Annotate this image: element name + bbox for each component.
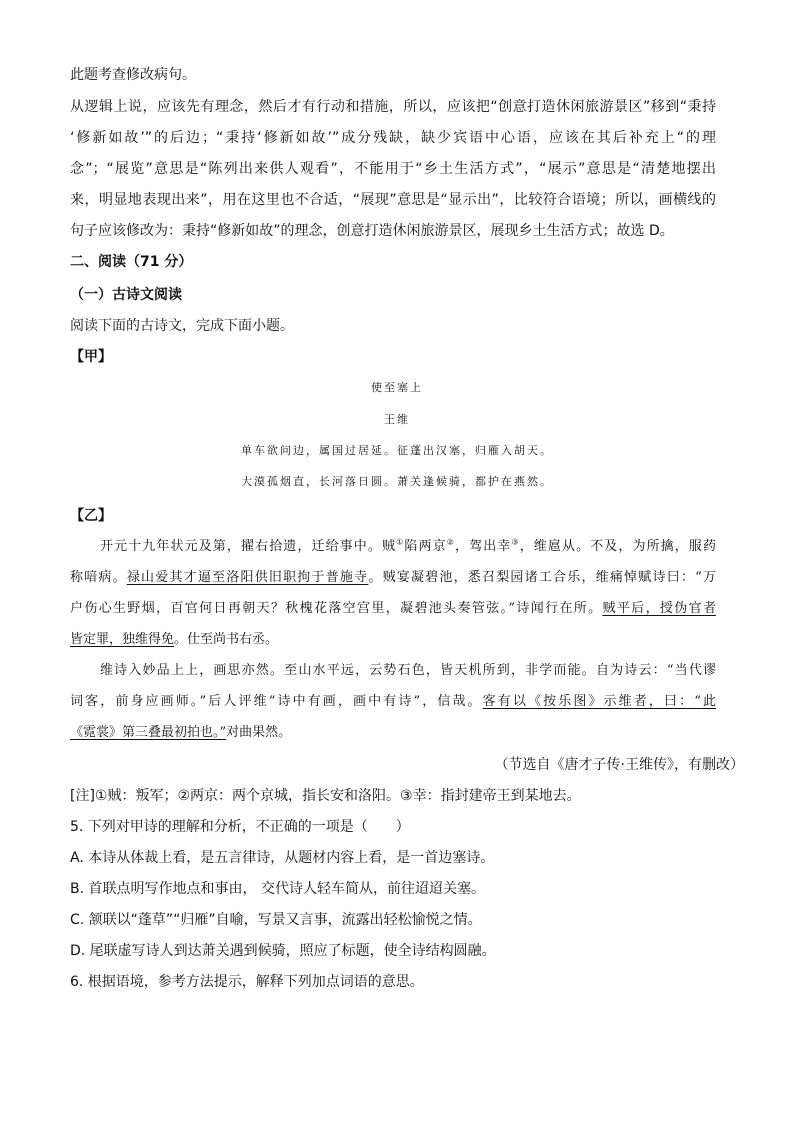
- underlined-phrase: 皆定罪，独维得免: [70, 632, 175, 647]
- poem-line-2: 大漠孤烟直，长河落日圆。萧关逢候骑，都护在燕然。: [241, 475, 553, 488]
- yi-label: 【乙】: [70, 508, 112, 524]
- prose-p2-line-3: [70, 724, 291, 742]
- prose-p1-line-3: [70, 600, 716, 618]
- footnote-marker: ②: [446, 537, 455, 547]
- analysis-line-4: 来，明显地表现出来”，用在这里也不合适，“展现”意思是“显示出”，比较符合语境；所以，画横线的: [70, 192, 716, 208]
- source-citation: （节选自《唐才子传·王维传》，有删改）: [494, 757, 744, 773]
- poem-author: 王维: [384, 413, 410, 426]
- prose-text: ，驾出幸: [455, 539, 512, 554]
- subsection-title: （一）古诗文阅读: [70, 287, 182, 303]
- annotation-note: [注]①贼：叛军；②两京：两个京城，指长安和洛阳。③幸：指封建帝王到某地去。: [70, 788, 581, 804]
- intro-text: 此题考查修改病句。: [70, 67, 196, 83]
- underlined-phrase: 贼平后，授伪官者: [602, 601, 716, 616]
- prose-text: 。仕至尚书右丞。: [174, 632, 279, 647]
- prose-text: 对曲果然。: [226, 725, 292, 740]
- analysis-line-1: 从逻辑上说，应该先有理念，然后才有行动和措施，所以，应该把“创意打造休闲旅游景区”移到“秉持: [70, 99, 716, 115]
- footnote-marker: ③: [511, 537, 520, 547]
- underlined-phrase: 禄山爱其才逼至洛阳供旧职拘于普施寺: [126, 570, 369, 585]
- underlined-phrase: 客有以《按乐图》示维者，曰：“此: [482, 694, 716, 709]
- poem-title: 使至塞上: [371, 381, 423, 394]
- prose-text: 维诗入妙品上上，画思亦然。至山水平远，云势石色，皆天机所到，非学而能。自为诗云：“当代谬: [100, 663, 716, 678]
- underlined-phrase: 《霓裳》第三叠最初拍也。”: [70, 725, 227, 740]
- prose-p1-line-2: [70, 569, 716, 587]
- instruction-text: 阅读下面的古诗文，完成下面小题。: [70, 318, 294, 334]
- jia-label: 【甲】: [70, 349, 112, 365]
- prose-text: 陷两京: [404, 539, 447, 554]
- prose-text: 词客，前身应画师。”后人评维“诗中有画，画中有诗”，信哉。: [70, 694, 483, 709]
- prose-p2-line-2: [70, 693, 716, 711]
- prose-p2-line-1: [100, 662, 716, 680]
- section-title: 二、阅读（71 分）: [70, 254, 193, 270]
- analysis-line-2: ‘修新如故’”的后边；“秉持‘修新如故’”成分残缺，缺少宾语中心语，应该在其后补充上“的理: [70, 130, 716, 146]
- question-5: 5. 下列对甲诗的理解和分析，不正确的一项是（ ）: [70, 819, 410, 835]
- option-c: C. 颔联以“蓬草”“归雁”自喻，写景又言事，流露出轻松愉悦之情。: [70, 912, 482, 928]
- prose-text: 开元十九年状元及第，擢右拾遗，迁给事中。贼: [100, 539, 397, 554]
- prose-text: ，维扈从。不及，为所擒，服药: [519, 539, 716, 554]
- option-b: B. 首联点明写作地点和事由， 交代诗人轻车简从，前往迢迢关塞。: [70, 881, 485, 897]
- analysis-line-3: 念”；“展览”意思是“陈列出来供人观看”，不能用于“乡土生活方式”，“展示”意思是“清楚地摆出: [70, 161, 716, 177]
- prose-p1-line-4: [70, 631, 278, 649]
- option-d: D. 尾联虚写诗人到达萧关遇到候骑，照应了标题，使全诗结构圆融。: [70, 943, 496, 959]
- poem-line-1: 单车欲问边，属国过居延。征蓬出汉塞，归雁入胡天。: [241, 444, 553, 457]
- option-a: A. 本诗从体裁上看，是五言律诗，从题材内容上看，是一首边塞诗。: [70, 850, 495, 866]
- footnote-marker: ①: [396, 537, 405, 547]
- prose-text: 户伤心生野烟，百官何日再朝天？秋槐花落空宫里，凝碧池头奏管弦。”诗闻行在所。: [70, 601, 603, 616]
- analysis-line-5: 句子应该修改为：秉持“修新如故”的理念，创意打造休闲旅游景区，展现乡土生活方式；故选 D。: [70, 223, 674, 239]
- prose-text: 称喑病。: [70, 570, 127, 585]
- question-6: 6. 根据语境，参考方法提示，解释下列加点词语的意思。: [70, 974, 424, 990]
- prose-p1-line-1: [100, 538, 716, 556]
- prose-text: 。贼宴凝碧池，悉召梨园诸工合乐，维痛悼赋诗曰：“万: [368, 570, 716, 585]
